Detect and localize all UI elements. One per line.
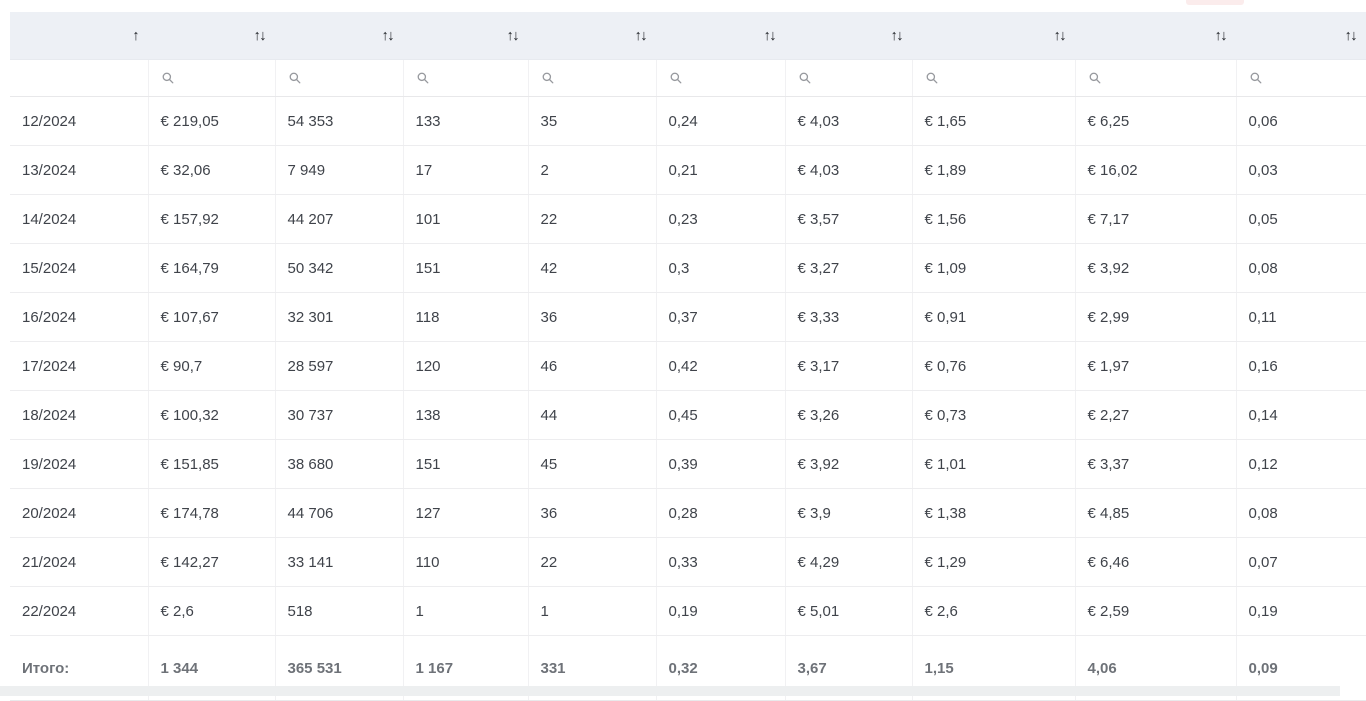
totals-label: Итого: bbox=[10, 636, 148, 701]
cell-ctr: 0,3 bbox=[656, 244, 785, 293]
cell-clicks: 17 bbox=[403, 146, 528, 195]
cell-goals: 35 bbox=[528, 97, 656, 146]
cell-conversion: 0,08 bbox=[1236, 489, 1366, 538]
cell-ctr: 0,21 bbox=[656, 146, 785, 195]
cell-conversion: 0,19 bbox=[1236, 587, 1366, 636]
filter-input-clicks[interactable] bbox=[403, 60, 528, 97]
cell-cpc: € 0,76 bbox=[912, 342, 1075, 391]
cell-spend: € 219,05 bbox=[148, 97, 275, 146]
cropped-element-above-table bbox=[1186, 0, 1244, 5]
cell-clicks: 101 bbox=[403, 195, 528, 244]
totals-cps: 4,06 bbox=[1075, 636, 1236, 701]
column-header-cpm[interactable] bbox=[785, 12, 912, 60]
cell-goals: 45 bbox=[528, 440, 656, 489]
cell-cps: € 2,27 bbox=[1075, 391, 1236, 440]
filter-cell-week bbox=[10, 60, 148, 97]
search-icon bbox=[416, 71, 430, 85]
cell-spend: € 164,79 bbox=[148, 244, 275, 293]
cell-cpc: € 1,38 bbox=[912, 489, 1075, 538]
cell-week: 13/2024 bbox=[10, 146, 148, 195]
sort-both-icon: ↑↓ bbox=[1053, 27, 1065, 44]
cell-cpc: € 1,09 bbox=[912, 244, 1075, 293]
cell-conversion: 0,12 bbox=[1236, 440, 1366, 489]
search-icon bbox=[161, 71, 175, 85]
cell-conversion: 0,03 bbox=[1236, 146, 1366, 195]
column-header-impressions[interactable] bbox=[275, 12, 403, 60]
column-header-ctr[interactable] bbox=[656, 12, 785, 60]
totals-ctr: 0,32 bbox=[656, 636, 785, 701]
stats-table-container bbox=[10, 12, 1356, 701]
cell-impressions: 33 141 bbox=[275, 538, 403, 587]
table-row bbox=[10, 538, 1366, 587]
cell-cpm: € 3,26 bbox=[785, 391, 912, 440]
cell-cpm: € 3,9 bbox=[785, 489, 912, 538]
cell-goals: 36 bbox=[528, 489, 656, 538]
cell-spend: € 100,32 bbox=[148, 391, 275, 440]
search-icon bbox=[1088, 71, 1102, 85]
cell-ctr: 0,33 bbox=[656, 538, 785, 587]
cell-goals: 1 bbox=[528, 587, 656, 636]
cell-goals: 36 bbox=[528, 293, 656, 342]
cell-spend: € 2,6 bbox=[148, 587, 275, 636]
cell-cps: € 3,92 bbox=[1075, 244, 1236, 293]
cell-clicks: 151 bbox=[403, 244, 528, 293]
cell-conversion: 0,16 bbox=[1236, 342, 1366, 391]
search-icon bbox=[798, 71, 812, 85]
cell-impressions: 32 301 bbox=[275, 293, 403, 342]
sort-both-icon: ↑↓ bbox=[1344, 27, 1356, 44]
cell-cpc: € 2,6 bbox=[912, 587, 1075, 636]
totals-cpc: 1,15 bbox=[912, 636, 1075, 701]
cell-clicks: 110 bbox=[403, 538, 528, 587]
cell-clicks: 133 bbox=[403, 97, 528, 146]
totals-spend: 1 344 bbox=[148, 636, 275, 701]
table-head bbox=[10, 12, 1366, 97]
column-header-spend[interactable] bbox=[148, 12, 275, 60]
cell-week: 19/2024 bbox=[10, 440, 148, 489]
cell-impressions: 44 706 bbox=[275, 489, 403, 538]
cell-impressions: 54 353 bbox=[275, 97, 403, 146]
filter-input-spend[interactable] bbox=[148, 60, 275, 97]
filter-input-impressions[interactable] bbox=[275, 60, 403, 97]
cell-cps: € 6,46 bbox=[1075, 538, 1236, 587]
table-body bbox=[10, 97, 1366, 636]
cell-ctr: 0,45 bbox=[656, 391, 785, 440]
cell-goals: 2 bbox=[528, 146, 656, 195]
cell-clicks: 138 bbox=[403, 391, 528, 440]
cell-cpc: € 0,73 bbox=[912, 391, 1075, 440]
weekly-stats-table bbox=[10, 12, 1366, 701]
cell-cpc: € 0,91 bbox=[912, 293, 1075, 342]
cell-conversion: 0,14 bbox=[1236, 391, 1366, 440]
cell-cps: € 7,17 bbox=[1075, 195, 1236, 244]
cell-cpm: € 3,33 bbox=[785, 293, 912, 342]
table-row bbox=[10, 489, 1366, 538]
cell-impressions: 44 207 bbox=[275, 195, 403, 244]
cell-ctr: 0,39 bbox=[656, 440, 785, 489]
column-header-clicks[interactable] bbox=[403, 12, 528, 60]
cell-clicks: 120 bbox=[403, 342, 528, 391]
cell-week: 12/2024 bbox=[10, 97, 148, 146]
table-row bbox=[10, 244, 1366, 293]
cell-spend: € 174,78 bbox=[148, 489, 275, 538]
cell-conversion: 0,06 bbox=[1236, 97, 1366, 146]
cell-cps: € 16,02 bbox=[1075, 146, 1236, 195]
cell-goals: 44 bbox=[528, 391, 656, 440]
column-header-conversion[interactable] bbox=[1236, 12, 1366, 60]
search-icon bbox=[288, 71, 302, 85]
cell-week: 17/2024 bbox=[10, 342, 148, 391]
sort-ascending-icon: ↑ bbox=[132, 27, 138, 44]
cell-spend: € 142,27 bbox=[148, 538, 275, 587]
table-row bbox=[10, 195, 1366, 244]
cell-goals: 46 bbox=[528, 342, 656, 391]
search-icon bbox=[541, 71, 555, 85]
cell-impressions: 7 949 bbox=[275, 146, 403, 195]
cell-cpc: € 1,65 bbox=[912, 97, 1075, 146]
cell-clicks: 127 bbox=[403, 489, 528, 538]
filter-input-cpm[interactable] bbox=[785, 60, 912, 97]
cell-clicks: 118 bbox=[403, 293, 528, 342]
cell-week: 15/2024 bbox=[10, 244, 148, 293]
cell-week: 22/2024 bbox=[10, 587, 148, 636]
filter-input-cps[interactable] bbox=[1075, 60, 1236, 97]
table-row bbox=[10, 146, 1366, 195]
table-row bbox=[10, 587, 1366, 636]
filter-input-goals[interactable] bbox=[528, 60, 656, 97]
filter-row bbox=[10, 60, 1366, 97]
table-row bbox=[10, 342, 1366, 391]
cell-conversion: 0,08 bbox=[1236, 244, 1366, 293]
filter-input-cpc[interactable] bbox=[912, 60, 1075, 97]
column-header-cpc[interactable] bbox=[912, 12, 1075, 60]
header-row bbox=[10, 12, 1366, 60]
cell-cpm: € 3,57 bbox=[785, 195, 912, 244]
cell-cpc: € 1,56 bbox=[912, 195, 1075, 244]
cell-conversion: 0,11 bbox=[1236, 293, 1366, 342]
cell-spend: € 90,7 bbox=[148, 342, 275, 391]
cell-cpc: € 1,29 bbox=[912, 538, 1075, 587]
cell-cpc: € 1,89 bbox=[912, 146, 1075, 195]
cell-impressions: 50 342 bbox=[275, 244, 403, 293]
cell-cpm: € 5,01 bbox=[785, 587, 912, 636]
cell-ctr: 0,28 bbox=[656, 489, 785, 538]
horizontal-scrollbar-track[interactable] bbox=[0, 686, 1340, 696]
cell-ctr: 0,19 bbox=[656, 587, 785, 636]
cell-cpm: € 3,17 bbox=[785, 342, 912, 391]
cell-week: 21/2024 bbox=[10, 538, 148, 587]
column-header-goals[interactable] bbox=[528, 12, 656, 60]
cell-cpm: € 4,29 bbox=[785, 538, 912, 587]
filter-input-conversion[interactable] bbox=[1236, 60, 1366, 97]
cell-cpm: € 4,03 bbox=[785, 146, 912, 195]
sort-both-icon: ↑↓ bbox=[381, 27, 393, 44]
cell-cpc: € 1,01 bbox=[912, 440, 1075, 489]
search-icon bbox=[1249, 71, 1263, 85]
cell-spend: € 107,67 bbox=[148, 293, 275, 342]
cell-spend: € 157,92 bbox=[148, 195, 275, 244]
search-icon bbox=[925, 71, 939, 85]
table-row bbox=[10, 440, 1366, 489]
sort-both-icon: ↑↓ bbox=[506, 27, 518, 44]
cell-conversion: 0,07 bbox=[1236, 538, 1366, 587]
cell-conversion: 0,05 bbox=[1236, 195, 1366, 244]
cell-clicks: 1 bbox=[403, 587, 528, 636]
column-header-cps[interactable] bbox=[1075, 12, 1236, 60]
totals-clicks: 1 167 bbox=[403, 636, 528, 701]
cell-impressions: 38 680 bbox=[275, 440, 403, 489]
cell-spend: € 32,06 bbox=[148, 146, 275, 195]
cell-cps: € 2,59 bbox=[1075, 587, 1236, 636]
search-icon bbox=[669, 71, 683, 85]
sort-both-icon: ↑↓ bbox=[1214, 27, 1226, 44]
cell-week: 16/2024 bbox=[10, 293, 148, 342]
filter-input-ctr[interactable] bbox=[656, 60, 785, 97]
sort-both-icon: ↑↓ bbox=[763, 27, 775, 44]
column-header-week[interactable] bbox=[10, 12, 148, 60]
sort-both-icon: ↑↓ bbox=[890, 27, 902, 44]
totals-cpm: 3,67 bbox=[785, 636, 912, 701]
cell-ctr: 0,23 bbox=[656, 195, 785, 244]
cell-cpm: € 3,92 bbox=[785, 440, 912, 489]
cell-cpm: € 4,03 bbox=[785, 97, 912, 146]
cell-ctr: 0,42 bbox=[656, 342, 785, 391]
cell-ctr: 0,24 bbox=[656, 97, 785, 146]
cell-cpm: € 3,27 bbox=[785, 244, 912, 293]
cell-cps: € 1,97 bbox=[1075, 342, 1236, 391]
totals-conversion: 0,09 bbox=[1236, 636, 1366, 701]
table-row bbox=[10, 293, 1366, 342]
cell-cps: € 4,85 bbox=[1075, 489, 1236, 538]
cell-ctr: 0,37 bbox=[656, 293, 785, 342]
sort-both-icon: ↑↓ bbox=[253, 27, 265, 44]
table-row bbox=[10, 391, 1366, 440]
cell-impressions: 30 737 bbox=[275, 391, 403, 440]
cell-goals: 22 bbox=[528, 195, 656, 244]
cell-impressions: 28 597 bbox=[275, 342, 403, 391]
cell-week: 20/2024 bbox=[10, 489, 148, 538]
cell-cps: € 3,37 bbox=[1075, 440, 1236, 489]
cell-week: 18/2024 bbox=[10, 391, 148, 440]
cell-cps: € 6,25 bbox=[1075, 97, 1236, 146]
totals-goals: 331 bbox=[528, 636, 656, 701]
totals-impressions: 365 531 bbox=[275, 636, 403, 701]
cell-impressions: 518 bbox=[275, 587, 403, 636]
cell-cps: € 2,99 bbox=[1075, 293, 1236, 342]
cell-spend: € 151,85 bbox=[148, 440, 275, 489]
cell-week: 14/2024 bbox=[10, 195, 148, 244]
cell-goals: 22 bbox=[528, 538, 656, 587]
sort-both-icon: ↑↓ bbox=[634, 27, 646, 44]
cell-goals: 42 bbox=[528, 244, 656, 293]
cell-clicks: 151 bbox=[403, 440, 528, 489]
table-row bbox=[10, 97, 1366, 146]
